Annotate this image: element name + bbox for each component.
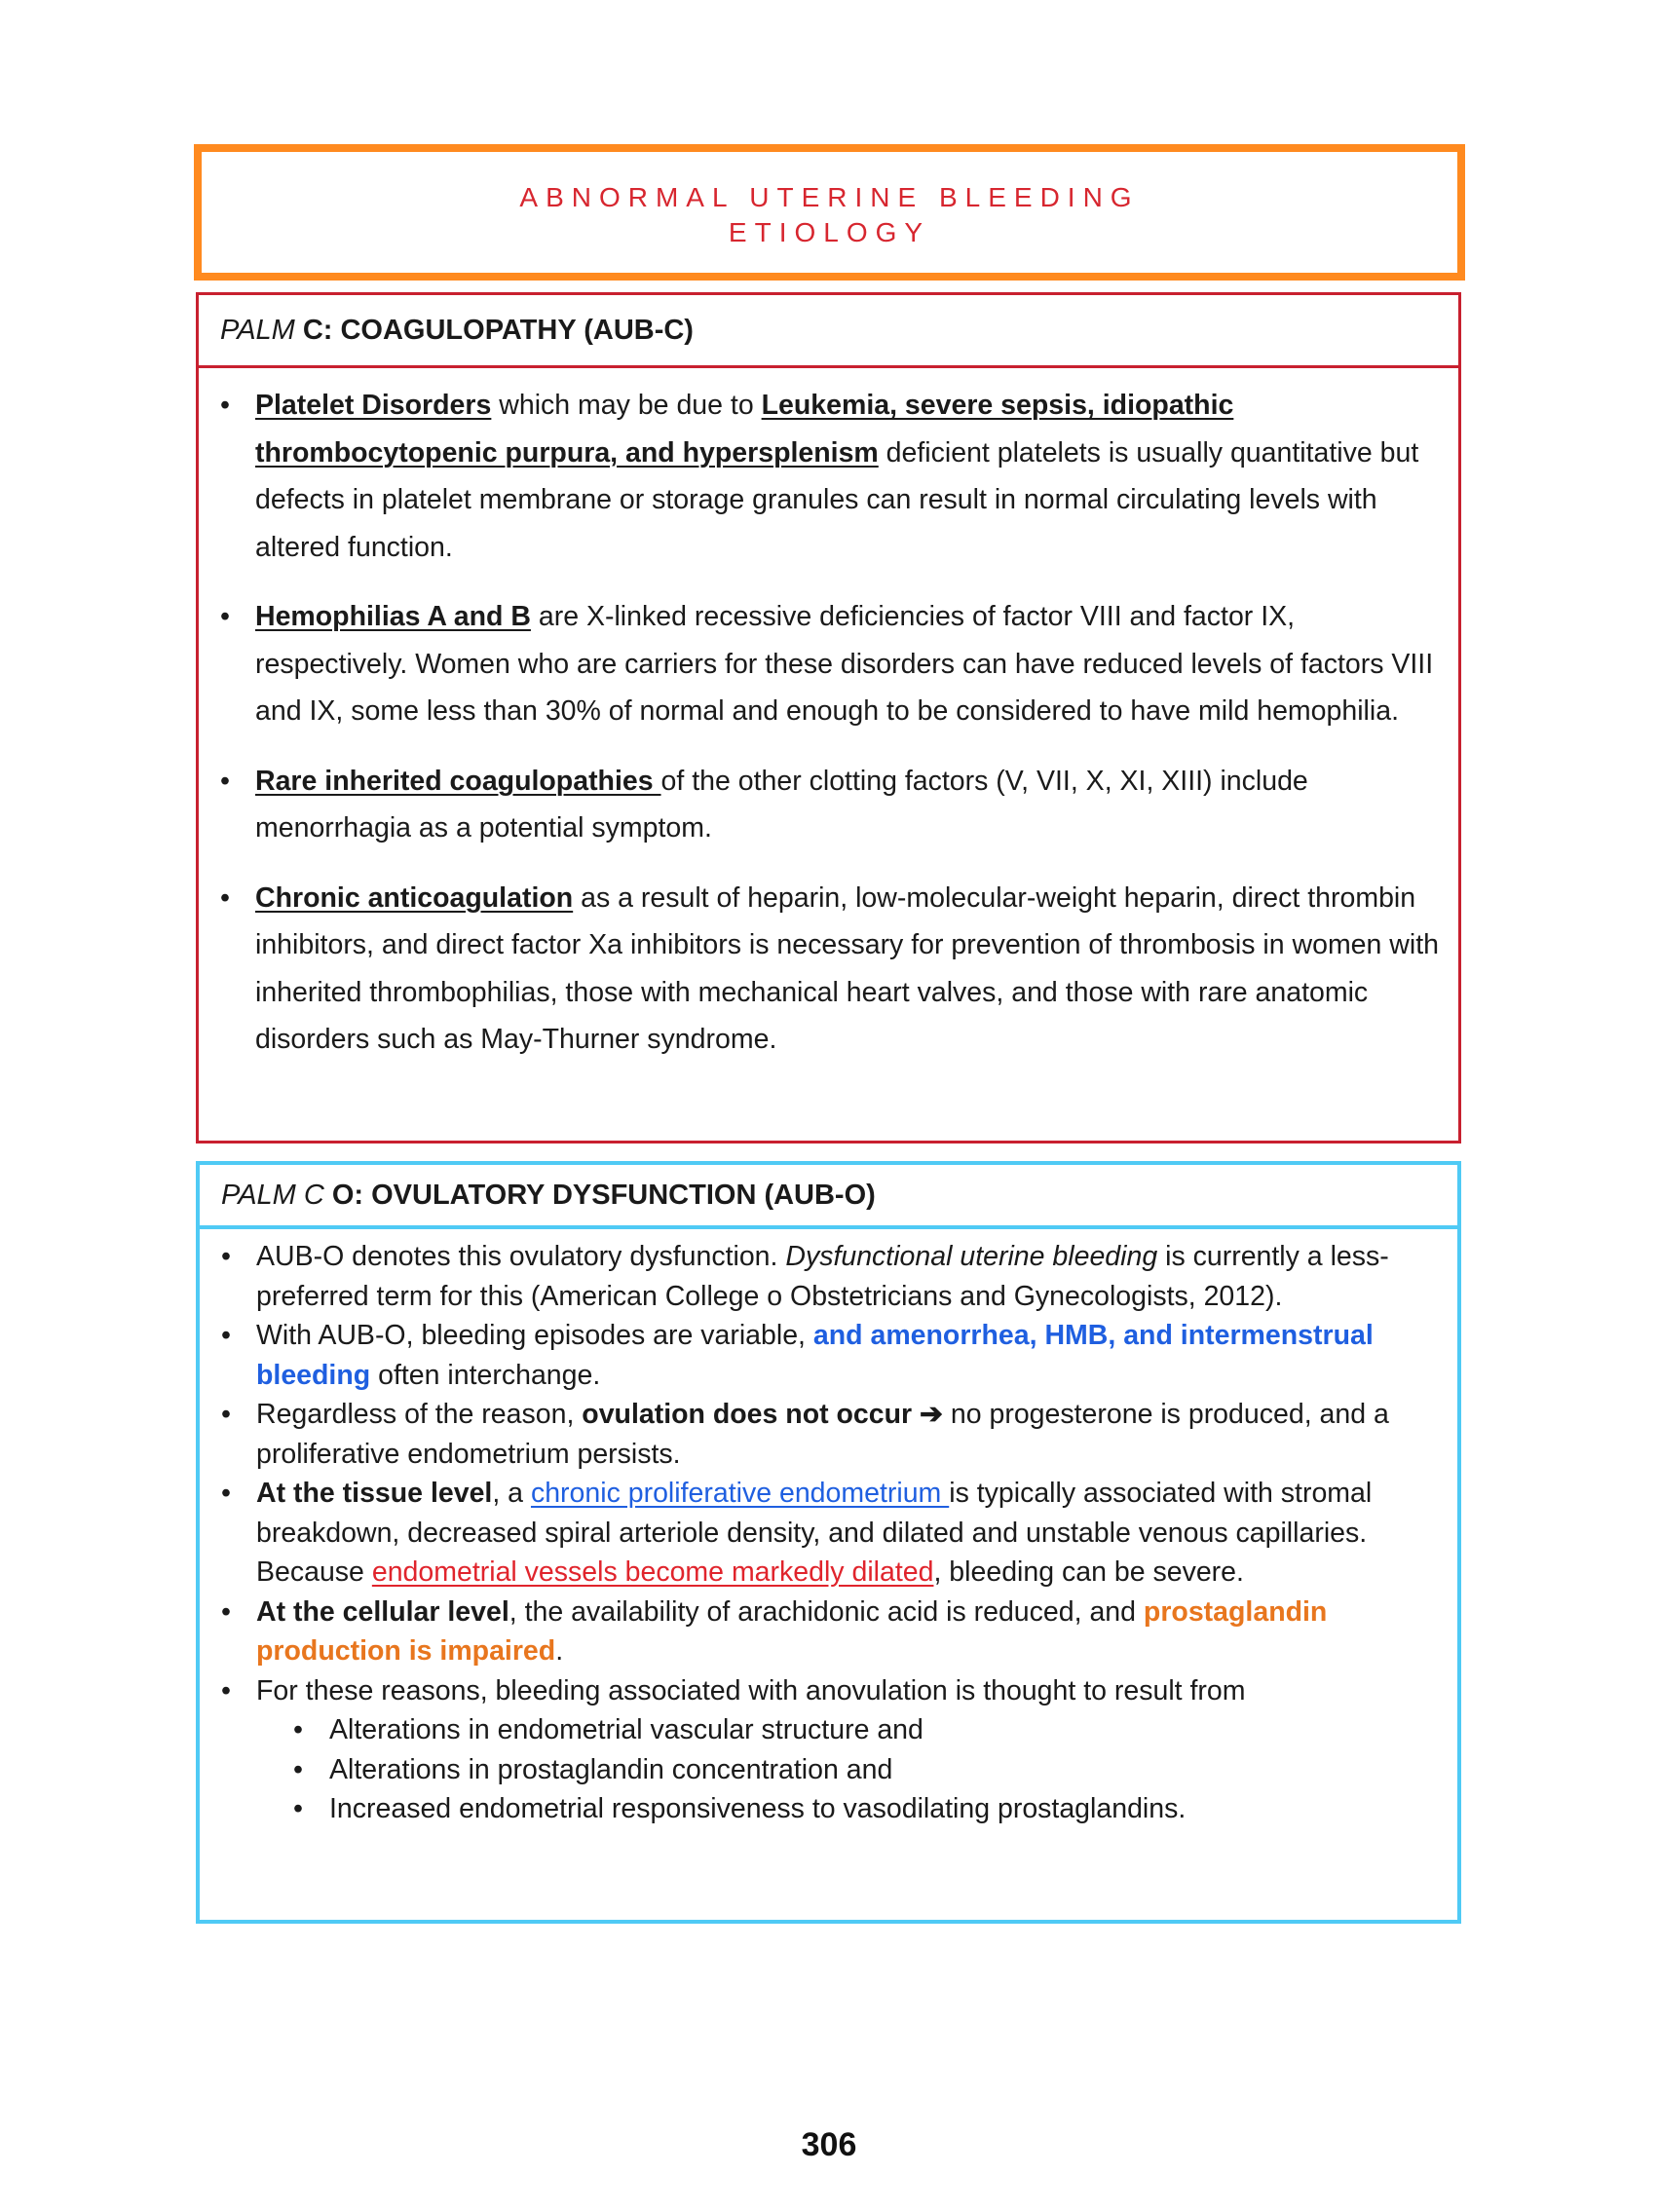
sub-list-item: • Alterations in endometrial vascular structure and xyxy=(256,1710,1440,1750)
list-item xyxy=(200,1671,1457,1829)
body-text: is currently a less-preferred term for this (American College o Obstetricians and Gynecologists, 2012). xyxy=(256,1241,1389,1312)
list-item xyxy=(199,593,1458,735)
section-title: O: OVULATORY DYSFUNCTION (AUB-O) xyxy=(331,1179,876,1211)
sub-list-item: • Increased endometrial responsiveness to vasodilating prostaglandins. xyxy=(256,1789,1440,1829)
list-item xyxy=(199,758,1458,852)
title-banner xyxy=(194,144,1465,281)
emphasized-text: endometrial vessels become markedly dilated xyxy=(371,1556,934,1588)
body-text: as a result of heparin, low-molecular-weight heparin, direct thrombin inhibitors, and direct factor Xa inhibitors is necessary for prevention of thrombosis in women with inherited thrombophilias, those with mechanical heart valves, and those with rare anatomic disorders such as May-Thurner syndrome. xyxy=(255,881,1439,1055)
body-text: which may be due to xyxy=(491,390,762,421)
section-ovulatory-dysfunction xyxy=(196,1161,1461,1924)
emphasized-text: Platelet Disorders xyxy=(255,390,492,421)
emphasized-text: At the tissue level xyxy=(256,1478,493,1509)
bullet-list xyxy=(200,1229,1457,1829)
body-text: Regardless of the reason, xyxy=(256,1399,583,1430)
emphasized-text: Chronic anticoagulation xyxy=(255,881,574,914)
body-text: , a xyxy=(492,1478,531,1509)
section-title: C: COAGULOPATHY (AUB-C) xyxy=(302,314,694,346)
sub-list-item: • Alterations in prostaglandin concentration and xyxy=(256,1750,1440,1790)
body-text: AUB-O denotes this ovulatory dysfunction. xyxy=(256,1241,786,1272)
body-text: are X-linked recessive deficiencies of factor VIII and factor IX, respectively. Women who are carriers for these disorders can have reduced levels of factors VIII and IX, some less than 30% of normal and enough to be considered to have mild hemophilia. xyxy=(255,601,1434,727)
emphasized-text: Rare inherited coagulopathies xyxy=(255,765,661,797)
list-item xyxy=(200,1474,1457,1593)
list-item xyxy=(199,382,1458,571)
section-palm-label: PALM C xyxy=(221,1179,324,1211)
emphasized-text: Dysfunctional uterine bleeding xyxy=(785,1241,1158,1272)
list-item xyxy=(200,1316,1457,1395)
body-text: For these reasons, bleeding associated with anovulation is thought to result from xyxy=(256,1674,1246,1706)
page-number: 306 xyxy=(801,2126,857,2163)
body-text: no progesterone is produced, and a proliferative endometrium persists. xyxy=(256,1399,1389,1470)
body-text: . xyxy=(555,1635,564,1667)
emphasized-text: prostaglandin production is impaired xyxy=(256,1595,1328,1667)
section-coagulopathy xyxy=(196,292,1461,1143)
emphasized-text: ovulation does not occur ➔ xyxy=(582,1399,943,1430)
title-sub: ETIOLOGY xyxy=(728,217,931,247)
body-text: deficient platelets is usually quantitative but defects in platelet membrane or storage granules can result in normal circulating levels with altered function. xyxy=(255,436,1419,563)
list-item xyxy=(200,1593,1457,1671)
sub-bullet-list xyxy=(256,1710,1440,1829)
body-text: , bleeding can be severe. xyxy=(933,1556,1244,1588)
emphasized-text: chronic proliferative endometrium xyxy=(530,1478,950,1509)
list-item xyxy=(200,1237,1457,1316)
section-header xyxy=(200,1165,1457,1229)
emphasized-text: and amenorrhea, HMB, and intermenstrual bleeding xyxy=(256,1320,1374,1391)
section-palm-label: PALM xyxy=(220,314,295,346)
list-item xyxy=(199,875,1458,1064)
body-text: is typically associated with stromal breakdown, decreased spiral arteriole density, and dilated and unstable venous capillaries. Because xyxy=(256,1478,1373,1588)
body-text: With AUB-O, bleeding episodes are variable, xyxy=(256,1320,813,1351)
bullet-list xyxy=(199,368,1458,1064)
section-header xyxy=(199,295,1458,368)
list-item xyxy=(200,1395,1457,1474)
body-text: of the other clotting factors (V, VII, X, XI, XIII) include menorrhagia as a potential symptom. xyxy=(255,765,1308,844)
emphasized-text: At the cellular level xyxy=(256,1595,509,1628)
body-text: often interchange. xyxy=(370,1359,601,1391)
title-main: ABNORMAL UTERINE BLEEDING xyxy=(519,182,1140,212)
emphasized-text: Hemophilias A and B xyxy=(255,601,531,632)
body-text: , the availability of arachidonic acid is reduced, and xyxy=(509,1595,1144,1628)
emphasized-text: Leukemia, severe sepsis, idiopathic thrombocytopenic purpura, and hypersplenism xyxy=(255,390,1234,469)
